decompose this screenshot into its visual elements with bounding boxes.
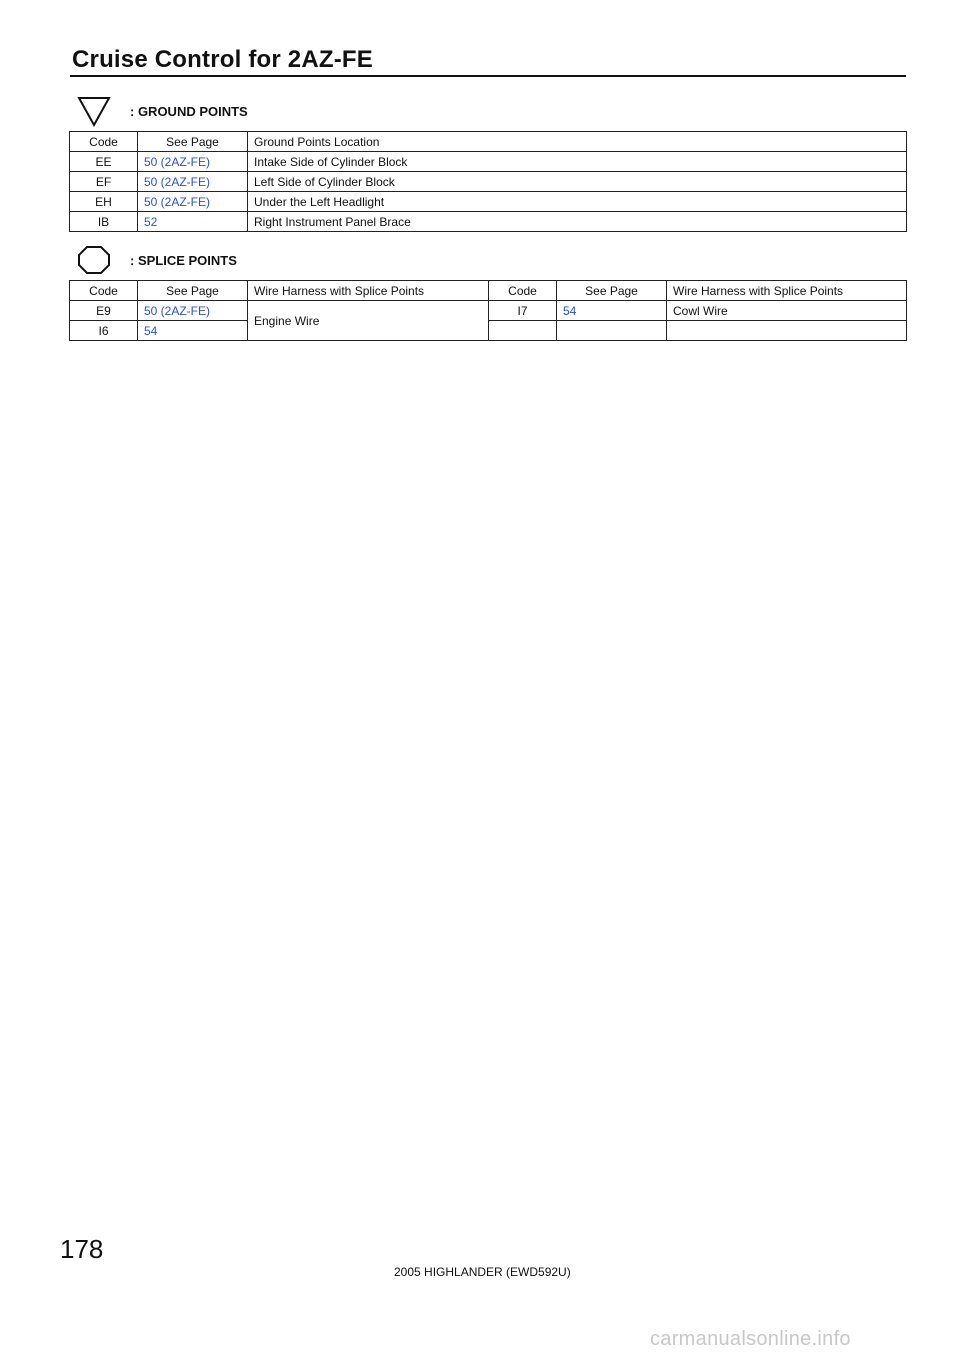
code-cell: EE xyxy=(70,152,138,172)
code-cell: I6 xyxy=(70,321,138,341)
ground-triangle-icon xyxy=(76,95,112,127)
see-page-link[interactable]: 50 (2AZ-FE) xyxy=(138,172,248,192)
splice-points-table xyxy=(69,280,907,341)
table-row xyxy=(70,301,907,321)
code-cell: EH xyxy=(70,192,138,212)
column-header: Wire Harness with Splice Points xyxy=(667,281,907,301)
ground-points-label: : GROUND POINTS xyxy=(130,103,248,119)
location-cell: Intake Side of Cylinder Block xyxy=(248,152,907,172)
ground-points-table xyxy=(69,131,907,232)
watermark: carmanualsonline.info xyxy=(650,1328,851,1350)
title-rule xyxy=(70,75,906,77)
table-row xyxy=(70,152,907,172)
empty-cell xyxy=(489,321,557,341)
see-page-link[interactable]: 50 (2AZ-FE) xyxy=(138,192,248,212)
empty-cell xyxy=(667,321,907,341)
table-row xyxy=(70,321,907,341)
table-header-row xyxy=(70,281,907,301)
splice-points-heading xyxy=(76,244,237,276)
see-page-link[interactable]: 50 (2AZ-FE) xyxy=(138,152,248,172)
splice-octagon-icon xyxy=(76,244,112,276)
location-cell: Under the Left Headlight xyxy=(248,192,907,212)
code-cell: EF xyxy=(70,172,138,192)
column-header: Code xyxy=(70,281,138,301)
code-cell: E9 xyxy=(70,301,138,321)
ground-points-heading xyxy=(76,95,248,127)
code-cell: IB xyxy=(70,212,138,232)
empty-cell xyxy=(557,321,667,341)
location-cell: Right Instrument Panel Brace xyxy=(248,212,907,232)
column-header: Code xyxy=(70,132,138,152)
code-cell: I7 xyxy=(489,301,557,321)
table-row xyxy=(70,212,907,232)
column-header: Code xyxy=(489,281,557,301)
column-header: See Page xyxy=(138,281,248,301)
column-header: See Page xyxy=(138,132,248,152)
table-row xyxy=(70,192,907,212)
column-header: See Page xyxy=(557,281,667,301)
see-page-link[interactable]: 52 xyxy=(138,212,248,232)
table-header-row xyxy=(70,132,907,152)
splice-points-label: : SPLICE POINTS xyxy=(130,252,237,268)
table-row xyxy=(70,172,907,192)
location-cell: Left Side of Cylinder Block xyxy=(248,172,907,192)
page-title: Cruise Control for 2AZ-FE xyxy=(72,46,374,73)
harness-cell: Cowl Wire xyxy=(667,301,907,321)
column-header: Wire Harness with Splice Points xyxy=(248,281,489,301)
column-header: Ground Points Location xyxy=(248,132,907,152)
footer-model: 2005 HIGHLANDER (EWD592U) xyxy=(394,1265,571,1279)
see-page-link[interactable]: 50 (2AZ-FE) xyxy=(138,301,248,321)
see-page-link[interactable]: 54 xyxy=(138,321,248,341)
see-page-link[interactable]: 54 xyxy=(557,301,667,321)
harness-cell: Engine Wire xyxy=(248,301,489,341)
page-number: 178 xyxy=(60,1234,104,1264)
